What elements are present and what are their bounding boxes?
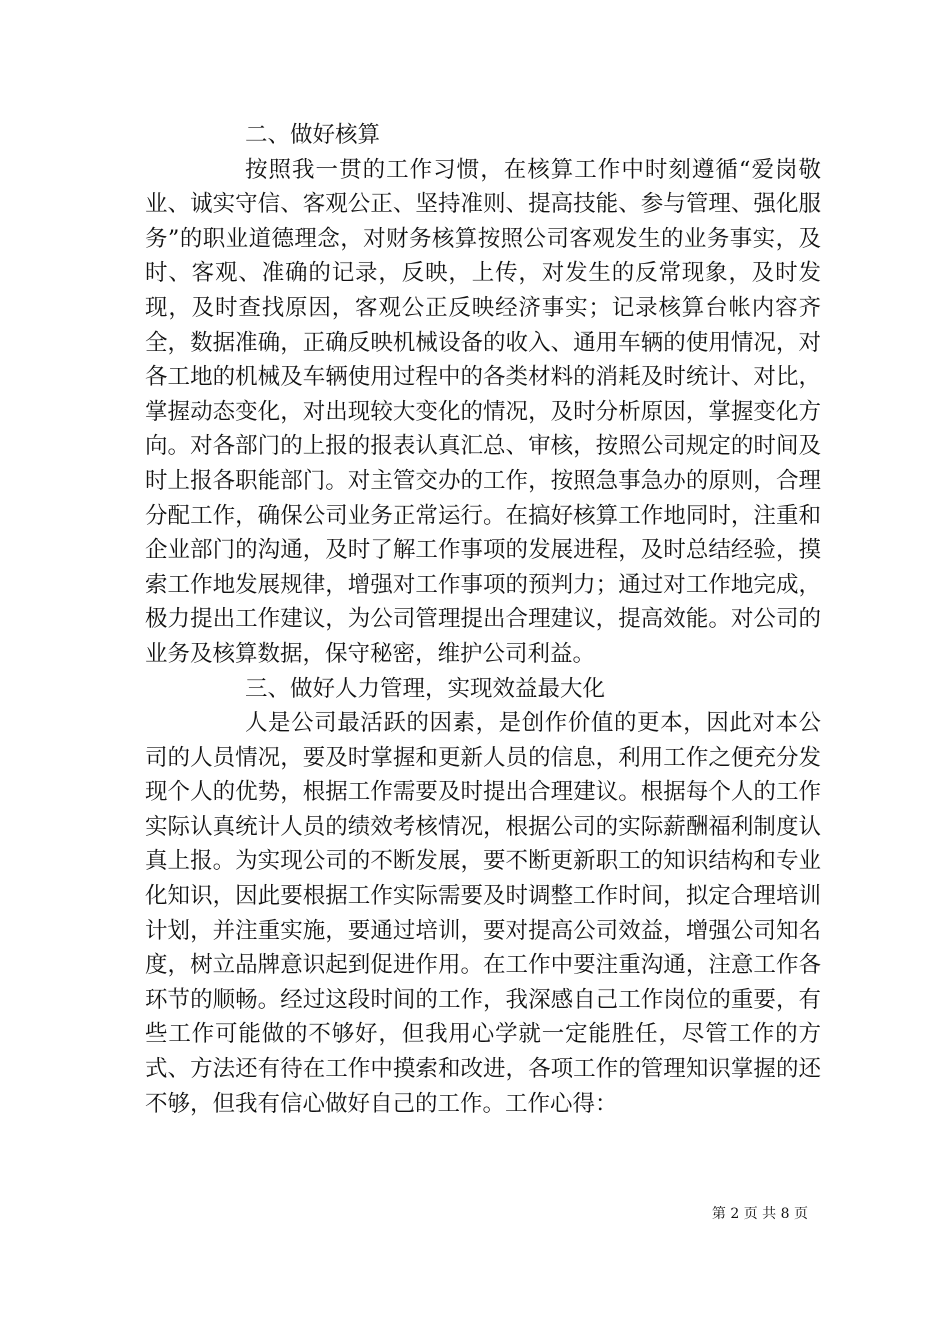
page-number-footer: 第 2 页 共 8 页 (711, 1206, 808, 1222)
section-heading-accounting: 二、做好核算 (245, 122, 381, 148)
section-paragraph-hr: 人是公司最活跃的因素，是创作价值的更本，因此对本公司的人员情况，要及时掌握和更新人员的信息，利用工作之便充分发现个人的优势，根据工作需要及时提出合理建议。根据每个人的工作实际认真统计人员的绩效考核情况，根据公司的实际薪酬福利制度认真上报。为实现公司的不断发展，要不断更新职工的知识结构和专业化知识，因此要根据工作实际需要及时调整工作时间，拟定合理培训计划，并注重实施，要通过培训，要对提高公司效益，增强公司知名度，树立品牌意识起到促进作用。在工作中要注重沟通，注意工作各环节的顺畅。经过这段时间的工作，我深感自己工作岗位的重要，有些工作可能做的不够好，但我用心学就一定能胜任，尽管工作的方式、方法还有待在工作中摸索和改进，各项工作的管理知识掌握的还不够，但我有信心做好自己的工作。工作心得： (145, 710, 821, 1117)
section-paragraph-accounting: 按照我一贯的工作习惯，在核算工作中时刻遵循“爱岗敬业、诚实守信、客观公正、坚持准则、提高技能、参与管理、强化服务”的职业道德理念，对财务核算按照公司客观发生的业务事实，及时、客观、准确的记录，反映，上传，对发生的反常现象，及时发现，及时查找原因，客观公正反映经济事实；记录核算台帐内容齐全，数据准确，正确反映机械设备的收入、通用车辆的使用情况，对各工地的机械及车辆使用过程中的各类材料的消耗及时统计、对比，掌握动态变化，对出现较大变化的情况，及时分析原因，掌握变化方向。对各部门的上报的报表认真汇总、审核，按照公司规定的时间及时上报各职能部门。对主管交办的工作，按照急事急办的原则，合理分配工作，确保公司业务正常运行。在搞好核算工作地同时，注重和企业部门的沟通，及时了解工作事项的发展进程，及时总结经验，摸索工作地发展规律，增强对工作事项的预判力；通过对工作地完成，极力提出工作建议，为公司管理提出合理建议，提高效能。对公司的业务及核算数据，保守秘密，维护公司利益。 (145, 156, 821, 667)
document-body (145, 118, 821, 1121)
section-heading-hr: 三、做好人力管理，实现效益最大化 (245, 675, 606, 702)
